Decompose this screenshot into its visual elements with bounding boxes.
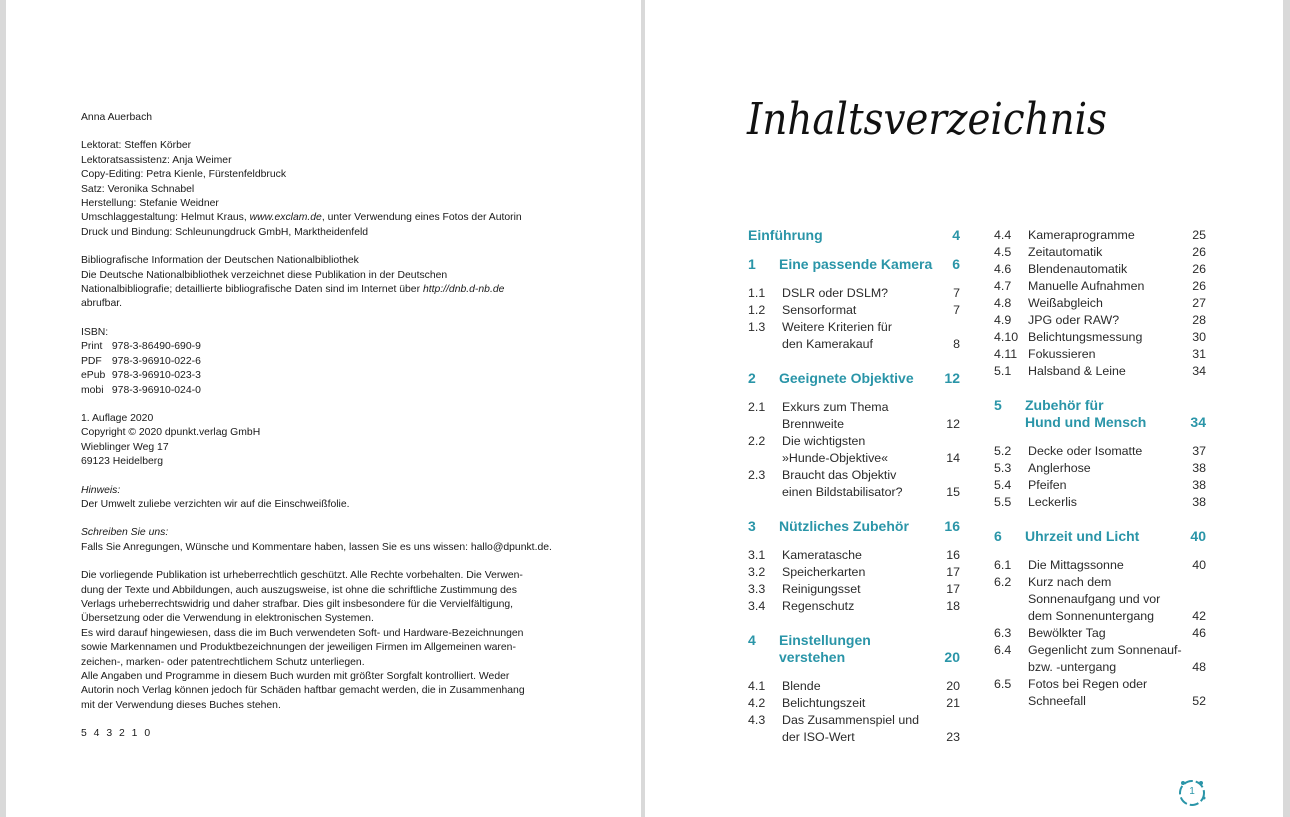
imprint-block — [81, 111, 551, 742]
toc-section-title — [1028, 312, 1182, 329]
toc-chapter-title-line: Hund und Mensch — [1025, 414, 1147, 430]
legal-line: Übersetzung oder die Verwendung in elektronischen Systemen. — [81, 613, 374, 625]
toc-section-number: 6.4 — [994, 643, 1012, 657]
toc-section-line: der ISO-Wert — [782, 730, 855, 744]
credit-line: Herstellung: Stefanie Weidner — [81, 198, 219, 210]
toc-section[interactable] — [994, 557, 1206, 574]
toc-section-title — [782, 467, 936, 501]
toc-page — [645, 0, 1283, 817]
isbn-label: ISBN: — [81, 326, 109, 338]
isbn-row — [81, 384, 551, 398]
toc-section-title — [1028, 625, 1182, 642]
legal-line: Es wird darauf hingewiesen, dass die im Buch verwendeten Soft- und Hardware-Bezeichnungen — [81, 627, 524, 639]
toc-section-number: 3.2 — [748, 565, 766, 579]
toc-section[interactable] — [994, 346, 1206, 363]
isbn-number: 978-3-96910-023-3 — [111, 370, 201, 382]
toc-title — [745, 82, 1125, 172]
toc-section-line: Exkurs zum Thema — [782, 400, 889, 414]
toc-section-page: 42 — [1192, 609, 1206, 623]
toc-section-number: 4.3 — [748, 713, 766, 727]
toc-chapter-page: 4 — [952, 227, 960, 243]
toc-section-page: 46 — [1192, 626, 1206, 640]
isbn-format: PDF — [81, 355, 102, 367]
toc-section-line: Schneefall — [1028, 694, 1086, 708]
toc-section-line: Belichtungszeit — [782, 696, 866, 710]
toc-chapter-number: 1 — [748, 256, 756, 272]
toc-section-number: 4.7 — [994, 279, 1012, 293]
toc-section-line: Weißabgleich — [1028, 296, 1103, 310]
toc-section-title — [782, 285, 936, 302]
toc-section-title — [782, 581, 936, 598]
credit-line: Lektoratsassistenz: Anja Weimer — [81, 154, 232, 166]
toc-section-title — [1028, 227, 1182, 244]
toc-section-line: Regenschutz — [782, 599, 855, 613]
toc-section-title — [782, 302, 936, 319]
copyright: Copyright © 2020 dpunkt.verlag GmbH — [81, 427, 261, 439]
write-text: Falls Sie Anregungen, Wünsche und Kommentare haben, lassen Sie es uns wissen: hallo@dpunkt.de. — [81, 541, 552, 553]
toc-section-number: 6.3 — [994, 626, 1012, 640]
toc-section-line: Blendenautomatik — [1028, 262, 1128, 276]
toc-section[interactable] — [994, 227, 1206, 244]
toc-section-line: Braucht das Objektiv — [782, 468, 897, 482]
isbn-number: 978-3-96910-022-6 — [111, 355, 201, 367]
toc-section-title — [1028, 278, 1182, 295]
toc-section-page: 15 — [946, 485, 960, 499]
credit-line: Copy-Editing: Petra Kienle, Fürstenfeldbruck — [81, 169, 287, 181]
toc-section-line: Brennweite — [782, 417, 844, 431]
toc-chapter-1[interactable] — [748, 256, 960, 273]
toc-chapter-title-line: Zubehör für — [1025, 397, 1104, 413]
toc-section-number: 6.1 — [994, 558, 1012, 572]
author-name: Anna Auerbach — [81, 112, 153, 123]
toc-section[interactable] — [748, 598, 960, 615]
toc-section-title — [782, 712, 936, 746]
toc-section[interactable] — [994, 295, 1206, 312]
toc-section-page: 17 — [946, 565, 960, 579]
isbn-format: Print — [81, 341, 103, 353]
toc-section-line: Blende — [782, 679, 821, 693]
toc-chapter-title-line: verstehen — [779, 649, 846, 665]
page-number: 1 — [1189, 786, 1195, 797]
toc-section[interactable] — [994, 477, 1206, 494]
toc-section-number: 4.2 — [748, 696, 766, 710]
toc-section-line: »Hunde-Objektive« — [782, 451, 889, 465]
toc-chapter-title — [779, 632, 936, 666]
toc-section-number: 4.11 — [994, 347, 1018, 361]
legal-line: zeichen-, marken- oder patentrechtlichem Schutz unterliegen. — [81, 656, 365, 668]
toc-chapter-page: 16 — [944, 518, 960, 534]
edition: 1. Auflage 2020 — [81, 412, 154, 424]
toc-section-number: 5.1 — [994, 364, 1012, 378]
toc-chapter-6[interactable] — [994, 528, 1206, 545]
toc-section-number: 4.5 — [994, 245, 1012, 259]
toc-section-line: dem Sonnenuntergang — [1028, 609, 1155, 623]
toc-section-line: Anglerhose — [1028, 461, 1091, 475]
toc-section[interactable] — [994, 460, 1206, 477]
toc-section[interactable] — [748, 547, 960, 564]
toc-chapter-4[interactable] — [748, 632, 960, 666]
legal-line: mit der Verwendung dieses Buches stehen. — [81, 699, 281, 711]
toc-section-title — [1028, 295, 1182, 312]
toc-section-line: Speicherkarten — [782, 565, 866, 579]
toc-section-title — [1028, 244, 1182, 261]
toc-section-page: 26 — [1192, 245, 1206, 259]
toc-section[interactable] — [748, 433, 960, 467]
toc-section-number: 5.4 — [994, 478, 1012, 492]
toc-section-page: 21 — [946, 696, 960, 710]
publisher-city: 69123 Heidelberg — [81, 456, 164, 468]
toc-section-page: 38 — [1192, 478, 1206, 492]
toc-section-page: 16 — [946, 548, 960, 562]
toc-section-line: Gegenlicht zum Sonnenauf- — [1028, 643, 1182, 657]
isbn-format: ePub — [81, 370, 106, 382]
toc-section[interactable] — [748, 399, 960, 433]
toc-section-page: 14 — [946, 451, 960, 465]
imprint-page — [6, 0, 641, 817]
toc-section-line: Zeitautomatik — [1028, 245, 1103, 259]
toc-section-page: 30 — [1192, 330, 1206, 344]
toc-section[interactable] — [994, 574, 1206, 625]
toc-section-number: 2.2 — [748, 434, 766, 448]
toc-section[interactable] — [994, 244, 1206, 261]
toc-title-svg — [745, 82, 1125, 172]
toc-section-line: Das Zusammenspiel und — [782, 713, 920, 727]
toc-section[interactable] — [994, 261, 1206, 278]
toc-section-line: den Kamerakauf — [782, 337, 873, 351]
toc-section-line: DSLR oder DSLM? — [782, 286, 889, 300]
toc-section-page: 25 — [1192, 228, 1206, 242]
toc-section-number: 5.5 — [994, 495, 1012, 509]
toc-section-line: Sonnenaufgang und vor — [1028, 592, 1161, 606]
toc-section-number: 2.1 — [748, 400, 766, 414]
toc-section-number: 4.8 — [994, 296, 1012, 310]
toc-section[interactable] — [994, 329, 1206, 346]
toc-section-title — [782, 695, 936, 712]
bib-text: Die Deutsche Nationalbibliothek verzeichnet diese Publikation in der Deutschen — [81, 269, 448, 281]
toc-section-title — [782, 547, 936, 564]
toc-section-title — [782, 399, 936, 433]
toc-chapter-title: Einführung — [748, 227, 823, 243]
toc-section-line: JPG oder RAW? — [1028, 313, 1120, 327]
toc-chapter-title: Eine passende Kamera — [779, 256, 933, 272]
toc-section-line: Sensorformat — [782, 303, 857, 317]
toc-section-page: 12 — [946, 417, 960, 431]
toc-section-title — [1028, 557, 1182, 574]
legal-line: sowie Markennamen und Produktbezeichnungen der jeweiligen Firmen im Allgemeinen waren- — [81, 642, 516, 654]
toc-chapter-5[interactable] — [994, 397, 1206, 431]
toc-section-title — [1028, 642, 1182, 676]
bib-text: abrufbar. — [81, 298, 123, 310]
toc-section-line: Decke oder Isomatte — [1028, 444, 1143, 458]
toc-section-page: 17 — [946, 582, 960, 596]
legal-line: Autorin noch Verlag können jedoch für Schäden haftbar gemacht werden, die in Zusammenhang — [81, 685, 525, 697]
toc-section-page: 28 — [1192, 313, 1206, 327]
toc-column-right — [994, 227, 1206, 710]
toc-section-number: 6.5 — [994, 677, 1012, 691]
toc-section-title — [782, 433, 936, 467]
toc-section-number: 4.1 — [748, 679, 766, 693]
toc-chapter-page: 20 — [944, 649, 960, 665]
legal-line: Alle Angaben und Programme in diesem Buch wurden mit größter Sorgfalt kontrolliert. Weder — [81, 671, 510, 682]
toc-chapter-title — [1025, 397, 1182, 431]
toc-chapter-page: 34 — [1190, 414, 1206, 430]
toc-section[interactable] — [748, 302, 960, 319]
toc-section-number: 1.2 — [748, 303, 766, 317]
credit-line: Lektorat: Steffen Körber — [81, 140, 192, 152]
toc-chapter-number: 4 — [748, 632, 756, 648]
toc-section-line: Manuelle Aufnahmen — [1028, 279, 1145, 293]
toc-chapter-page: 12 — [944, 370, 960, 386]
toc-section-page: 23 — [946, 730, 960, 744]
toc-section-page: 31 — [1192, 347, 1206, 361]
toc-section-title — [1028, 676, 1182, 710]
toc-section[interactable] — [748, 319, 960, 353]
toc-section-page: 18 — [946, 599, 960, 613]
legal-line: Die vorliegende Publikation ist urheberrechtlich geschützt. Alle Rechte vorbehalten. Die Verwen- — [81, 570, 523, 582]
toc-section-number: 1.1 — [748, 286, 766, 300]
toc-section-page: 48 — [1192, 660, 1206, 674]
toc-chapter-title: Nützliches Zubehör — [779, 518, 909, 534]
toc-section-number: 3.4 — [748, 599, 766, 613]
toc-section-line: Fotos bei Regen oder — [1028, 677, 1148, 691]
toc-chapter-page: 40 — [1190, 528, 1206, 544]
toc-chapter-page: 6 — [952, 256, 960, 272]
toc-section-number: 3.1 — [748, 548, 766, 562]
page-number-badge — [1177, 778, 1207, 808]
toc-chapter-title: Geeignete Objektive — [779, 370, 914, 386]
toc-section-title — [1028, 574, 1182, 625]
toc-section-line: Kameratasche — [782, 548, 862, 562]
toc-chapter-number: 5 — [994, 397, 1002, 413]
toc-section-line: Kurz nach dem — [1028, 575, 1112, 589]
bib-text — [81, 283, 551, 297]
toc-section-line: Die wichtigsten — [782, 434, 866, 448]
cover-credit — [81, 211, 551, 225]
toc-chapter-2[interactable] — [748, 370, 960, 387]
toc-section-line: Reinigungsset — [782, 582, 861, 596]
toc-title-text: Inhaltsverzeichnis — [746, 94, 1107, 145]
toc-section-title — [1028, 346, 1182, 363]
isbn-row — [81, 369, 551, 383]
hint-text: Der Umwelt zuliebe verzichten wir auf die Einschweißfolie. — [81, 498, 350, 510]
toc-section[interactable] — [994, 642, 1206, 676]
toc-section-line: Die Mittagssonne — [1028, 558, 1124, 572]
toc-section[interactable] — [994, 676, 1206, 710]
toc-section-number: 4.9 — [994, 313, 1012, 327]
toc-section-page: 26 — [1192, 262, 1206, 276]
toc-section-number: 2.3 — [748, 468, 766, 482]
toc-section-page: 38 — [1192, 461, 1206, 475]
toc-section[interactable] — [748, 678, 960, 695]
toc-section-number: 4.10 — [994, 330, 1019, 344]
toc-section-page: 34 — [1192, 364, 1206, 378]
isbn-number: 978-3-96910-024-0 — [111, 384, 201, 396]
toc-section-title — [1028, 443, 1182, 460]
hint-label — [81, 484, 551, 498]
toc-chapter-number: 2 — [748, 370, 756, 386]
toc-section-line: Kameraprogramme — [1028, 228, 1135, 242]
cover-credit-text: Umschlaggestaltung: Helmut Kraus, — [81, 212, 250, 224]
toc-section-page: 26 — [1192, 279, 1206, 293]
toc-section-line: Fokussieren — [1028, 347, 1096, 361]
toc-section-title — [1028, 329, 1182, 346]
dnb-link[interactable]: http://dnb.d-nb.de — [422, 284, 505, 296]
toc-section-page: 20 — [946, 679, 960, 693]
bib-heading: Bibliografische Information der Deutschen Nationalbibliothek — [81, 255, 359, 267]
toc-section-number: 5.2 — [994, 444, 1012, 458]
toc-section-line: Bewölkter Tag — [1028, 626, 1106, 640]
toc-section[interactable] — [748, 285, 960, 302]
print-credit: Druck und Bindung: Schleunungdruck GmbH, Marktheidenfeld — [81, 226, 369, 238]
cover-designer-link[interactable]: www.exclam.de — [249, 212, 322, 224]
bib-text-part: Nationalbibliografie; detaillierte bibliografische Daten sind im Internet über — [81, 284, 423, 296]
toc-chapter-3[interactable] — [748, 518, 960, 535]
toc-chapter-title: Uhrzeit und Licht — [1025, 528, 1140, 544]
toc-section-number: 4.4 — [994, 228, 1012, 242]
hint-label-text: Hinweis: — [81, 484, 121, 496]
toc-chapter-title-line: Einstellungen — [779, 632, 871, 648]
toc-section-title — [1028, 477, 1182, 494]
print-counter: 5 4 3 2 1 0 — [81, 728, 153, 740]
toc-section-line: bzw. -untergang — [1028, 660, 1117, 674]
toc-section[interactable] — [994, 278, 1206, 295]
toc-section-page: 8 — [953, 337, 960, 351]
toc-section[interactable] — [994, 312, 1206, 329]
toc-section[interactable] — [748, 581, 960, 598]
toc-section[interactable] — [994, 625, 1206, 642]
toc-section-number: 1.3 — [748, 320, 766, 334]
isbn-number: 978-3-86490-690-9 — [111, 341, 201, 353]
toc-chapter-number: 6 — [994, 528, 1002, 544]
toc-section-number: 4.6 — [994, 262, 1012, 276]
toc-section-title — [1028, 261, 1182, 278]
toc-section-page: 7 — [953, 303, 960, 317]
toc-section[interactable] — [994, 494, 1206, 511]
legal-line: dung der Texte und Abbildungen, auch auszugsweise, ist ohne die schriftliche Zustimmung des — [81, 584, 517, 596]
publisher-street: Wieblinger Weg 17 — [81, 441, 169, 453]
isbn-row — [81, 355, 551, 369]
legal-line: Verlags urheberrechtswidrig und daher strafbar. Dies gilt insbesondere für die Vervielfältigung, — [81, 598, 514, 610]
toc-section-title — [1028, 363, 1182, 380]
toc-section-page: 27 — [1192, 296, 1206, 310]
write-label-text: Schreiben Sie uns: — [81, 527, 169, 539]
toc-section-page: 7 — [953, 286, 960, 300]
toc-section[interactable] — [994, 443, 1206, 460]
toc-section[interactable] — [748, 695, 960, 712]
toc-section-line: Leckerlis — [1028, 495, 1077, 509]
toc-section-title — [1028, 460, 1182, 477]
isbn-row — [81, 340, 551, 354]
toc-section-title — [782, 319, 936, 353]
toc-chapter-number: 3 — [748, 518, 756, 534]
cover-credit-text: , unter Verwendung eines Fotos der Autorin — [321, 212, 522, 224]
toc-section-page: 37 — [1192, 444, 1206, 458]
toc-section-title — [782, 678, 936, 695]
toc-section[interactable] — [748, 467, 960, 501]
toc-section-page: 52 — [1192, 694, 1206, 708]
toc-section-line: Pfeifen — [1028, 478, 1067, 492]
toc-column-left — [748, 227, 960, 746]
toc-section-number: 6.2 — [994, 575, 1012, 589]
write-label — [81, 526, 551, 540]
toc-section-page: 38 — [1192, 495, 1206, 509]
credit-line: Satz: Veronika Schnabel — [81, 183, 195, 195]
toc-section[interactable] — [748, 712, 960, 746]
toc-section-line: Halsband & Leine — [1028, 364, 1126, 378]
toc-section-line: Belichtungsmessung — [1028, 330, 1143, 344]
toc-section-title — [782, 598, 936, 615]
toc-section[interactable] — [748, 564, 960, 581]
toc-section-line: Weitere Kriterien für — [782, 320, 892, 334]
toc-section-line: einen Bildstabilisator? — [782, 485, 903, 499]
toc-section-title — [782, 564, 936, 581]
isbn-format: mobi — [81, 384, 104, 396]
toc-chapter-intro[interactable] — [748, 227, 960, 244]
toc-section-number: 3.3 — [748, 582, 766, 596]
toc-section-page: 40 — [1192, 558, 1206, 572]
toc-section-number: 5.3 — [994, 461, 1012, 475]
toc-section-title — [1028, 494, 1182, 511]
toc-section[interactable] — [994, 363, 1206, 380]
